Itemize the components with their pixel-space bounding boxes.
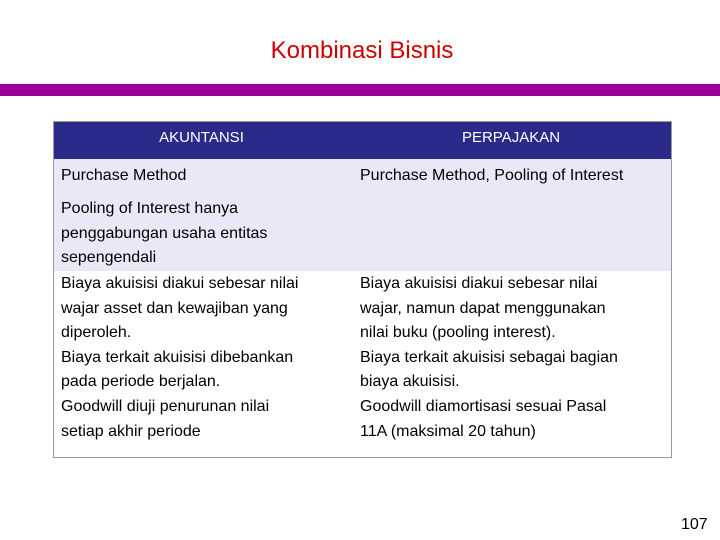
table-header [54, 122, 671, 159]
page-number: 107 [681, 516, 708, 533]
title-rule [0, 84, 720, 96]
text-line: pada periode berjalan. [61, 373, 221, 391]
text-line: wajar asset dan kewajiban yang [61, 299, 288, 317]
text-line: 11A (maksimal 20 tahun) [360, 422, 536, 440]
text-line: Goodwill diuji penurunan nilai [61, 397, 270, 415]
cell-perpajakan-method [360, 164, 623, 189]
cell-akuntansi-method [61, 164, 186, 189]
comparison-table [53, 121, 672, 458]
text-line: Biaya terkait akuisisi sebagai bagian [360, 348, 618, 366]
text-line: Biaya akuisisi diakui sebesar nilai [61, 275, 299, 292]
cell-akuntansi-details [61, 272, 298, 444]
header-akuntansi: AKUNTANSI [159, 129, 244, 146]
text-line: wajar, namun dapat menggunakan [360, 299, 606, 317]
text-line: setiap akhir periode [61, 422, 201, 440]
text-line: Biaya akuisisi diakui sebesar nilai [360, 275, 598, 292]
text-line: Goodwill diamortisasi sesuai Pasal [360, 397, 607, 415]
text-line: penggabungan usaha entitas [61, 224, 268, 242]
text-line: Purchase Method [61, 167, 187, 184]
cell-perpajakan-details [360, 272, 618, 444]
text-line: diperoleh. [61, 324, 132, 342]
text-line: Pooling of Interest hanya [61, 200, 239, 217]
text-line: sepengendali [61, 249, 157, 267]
text-line: Purchase Method, Pooling of Interest [360, 167, 624, 184]
cell-akuntansi-pooling [61, 197, 267, 271]
header-perpajakan: PERPAJAKAN [461, 129, 561, 146]
slide-title: Kombinasi Bisnis [270, 37, 454, 64]
text-line: Biaya terkait akuisisi dibebankan [61, 348, 294, 366]
text-line: biaya akuisisi. [360, 373, 460, 391]
text-line: nilai buku (pooling interest). [360, 324, 556, 342]
